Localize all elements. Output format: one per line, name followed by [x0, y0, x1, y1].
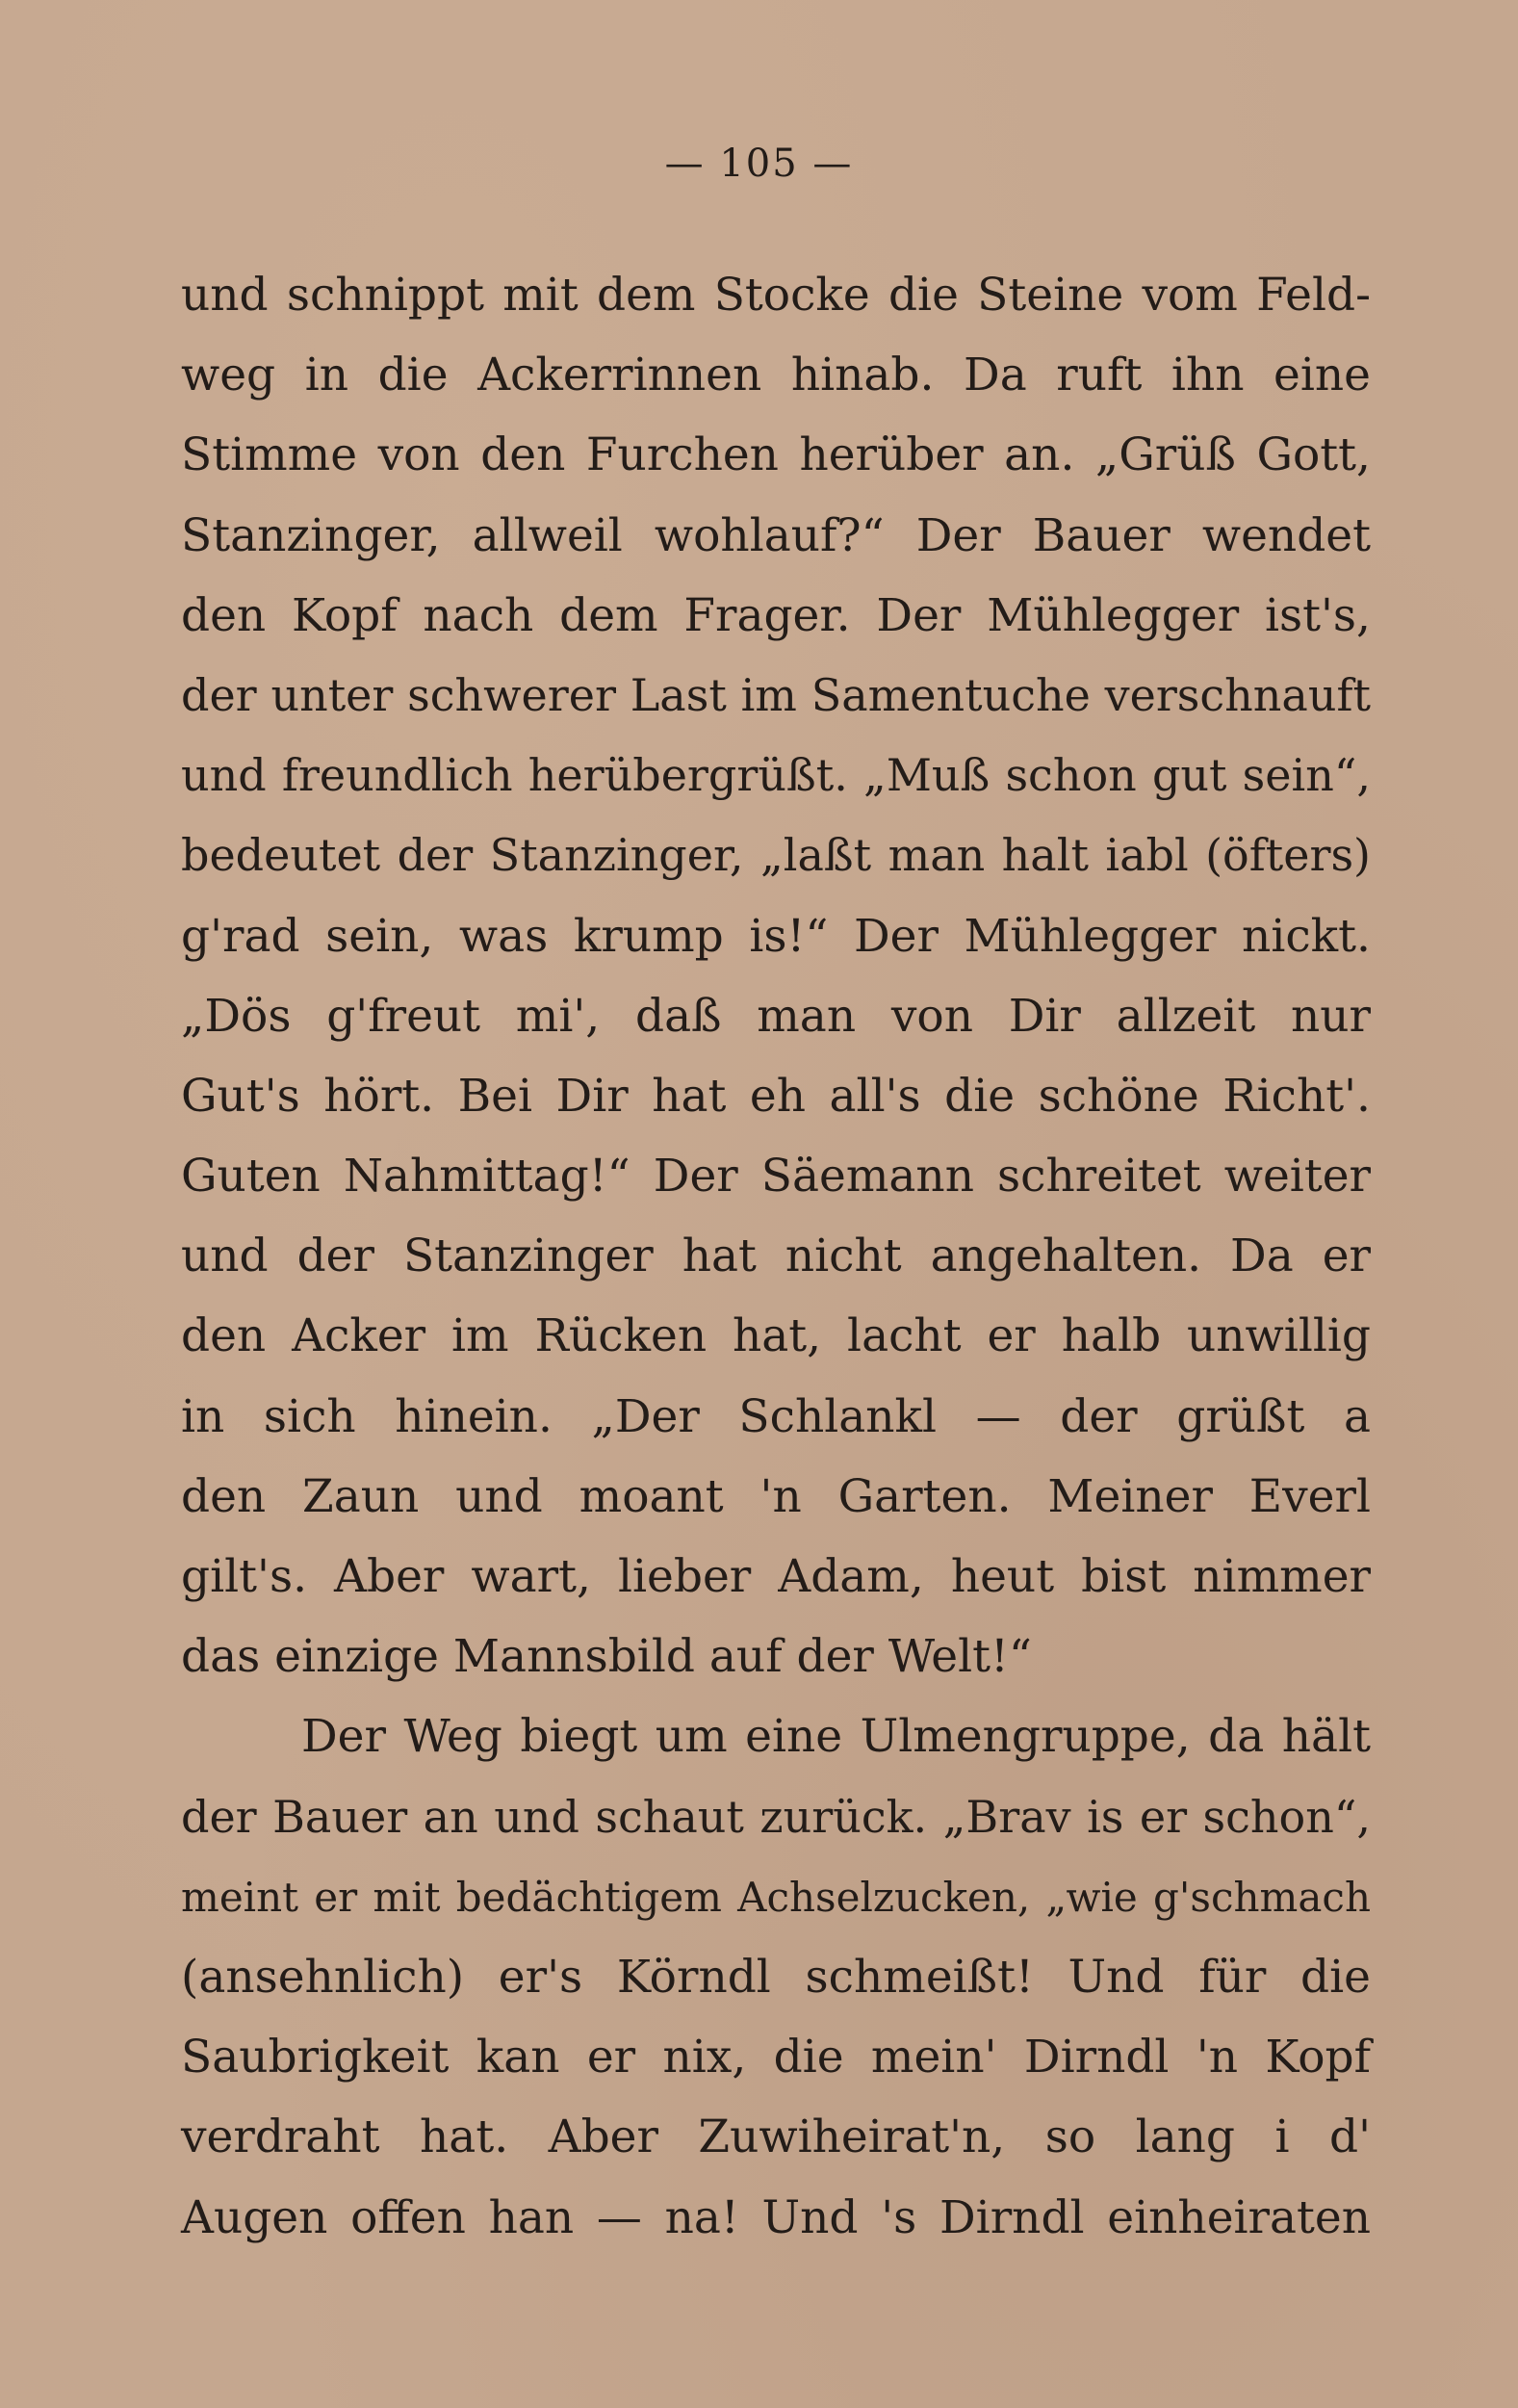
body-text	[181, 255, 1371, 2258]
text-line: bedeutet der Stanzinger, „laßt man halt iabl (öfters)	[181, 829, 1371, 882]
text-line: Augen offen han — na! Und 's Dirndl einheiraten	[181, 2190, 1371, 2244]
text-line: der unter schwerer Last im Samentuche verschnauft	[181, 668, 1371, 721]
page-number: — 105 —	[664, 142, 854, 186]
text-line: Stanzinger, allweil wohlauf?“ Der Bauer wendet	[181, 508, 1371, 562]
text-line: (ansehnlich) er's Körndl schmeißt! Und für die	[181, 1950, 1371, 2004]
text-line: g'rad sein, was krump is!“ Der Mühlegger nickt.	[181, 909, 1371, 963]
text-line: und freundlich herübergrüßt. „Muß schon gut sein“,	[181, 749, 1371, 802]
text-line: der Bauer an und schaut zurück. „Brav is er schon“,	[181, 1790, 1371, 1843]
text-line: meint er mit bedächtigem Achselzucken, „wie g'schmach	[181, 1873, 1371, 1921]
text-line: gilt's. Aber wart, lieber Adam, heut bist nimmer	[181, 1550, 1371, 1603]
text-line: Saubrigkeit kan er nix, die mein' Dirndl 'n Kopf	[181, 2031, 1371, 2084]
text-line: und der Stanzinger hat nicht angehalten. Da er	[181, 1230, 1371, 1283]
text-line: in sich hinein. „Der Schlankl — der grüßt a	[181, 1389, 1371, 1443]
text-line: verdraht hat. Aber Zuwiheirat'n, so lang i d'	[181, 2110, 1371, 2164]
text-line: Der Weg biegt um eine Ulmengruppe, da hält	[301, 1710, 1371, 1764]
text-line: „Dös g'freut mi', daß man von Dir allzeit nur	[181, 989, 1371, 1043]
text-line: weg in die Ackerrinnen hinab. Da ruft ihn eine	[181, 349, 1371, 402]
text-line: den Kopf nach dem Frager. Der Mühlegger ist's,	[181, 588, 1371, 642]
text-line: den Acker im Rücken hat, lacht er halb unwillig	[181, 1309, 1371, 1363]
text-line: das einzige Mannsbild auf der Welt!“	[181, 1630, 1032, 1684]
text-line: und schnippt mit dem Stocke die Steine vom Feld-	[181, 269, 1371, 322]
text-line: Guten Nahmittag!“ Der Säemann schreitet weiter	[181, 1150, 1371, 1204]
text-line: den Zaun und moant 'n Garten. Meiner Everl	[181, 1469, 1371, 1523]
paragraph-2	[181, 1696, 1371, 2257]
text-line: Gut's hört. Bei Dir hat eh all's die schöne Richt'.	[181, 1069, 1371, 1123]
paragraph-1	[181, 255, 1371, 1696]
text-line: Stimme von den Furchen herüber an. „Grüß Gott,	[181, 428, 1371, 482]
